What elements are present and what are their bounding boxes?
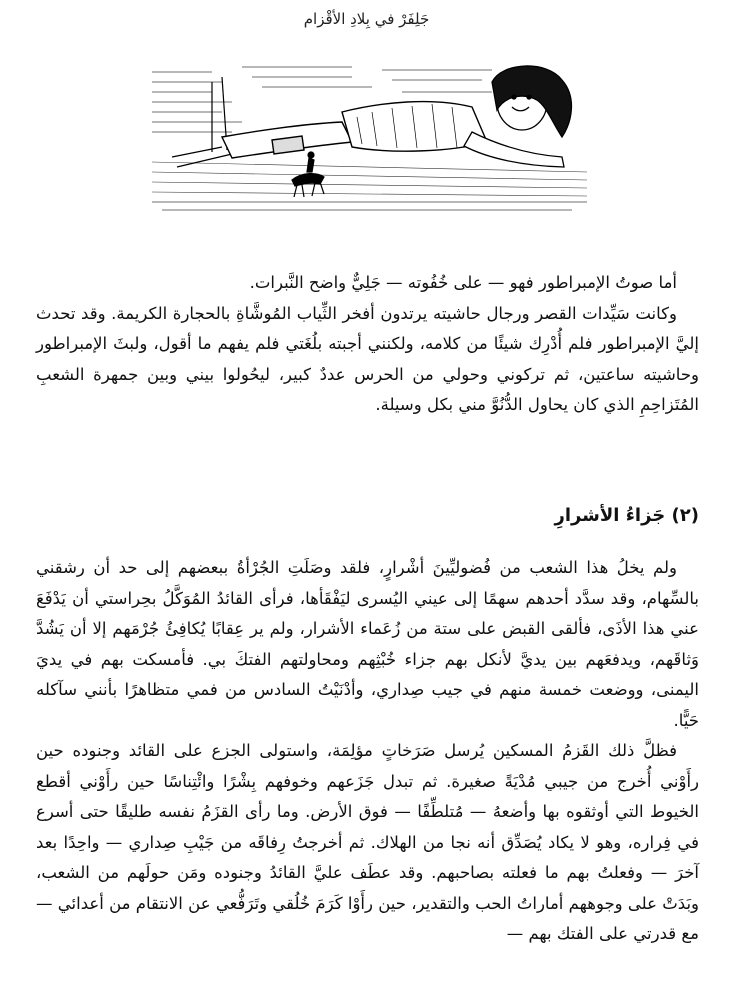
paragraph: ولم يخلُ هذا الشعب من فُضوليِّينَ أشْرارٍ، فلقد وصَلَتِ الجُرْأةُ ببعضهم إلى حد أن رشقني بالسِّهام، وقد سدَّد أحدهم سهمًا إلى عيني اليُسرى ليَفْقَأها، فرأى القائدُ المُوَكَّلُ بحِراستي أن يَدْفَعَ عني هذا الأذَى، فألقى القبض على ستة من زُعَماء الأشرار، ولم ير عِقابًا يُكافِئُ جُرْمَهم إلا أن يَشُدَّ وَثاقَهم، ويدفعَهم بين يديَّ لأنكل بهم جزاء خُبْثِهم ومحاولتهم الفتكَ بي. فأمسكت بهم في يديَ اليمنى، ووضعت خمسة منهم في جيب صِداري، وأدْنَيْتُ السادس من فمي متظاهرًا بأنني سآكله حَيًّا.	[36, 558, 699, 730]
paragraph: وكانت سَيِّدات القصر ورجال حاشيته يرتدون أفخر الثِّياب المُوشَّاةِ بالحجارة الكريمة. وقد تحدث إليَّ الإمبراطور فلم أُدْرِك شيئًا من كلامه، ولكنني أجبته بلُغَتي فلم يفهم ما أقول، ولبثَ الإمبراطور وحاشيته ساعتين، ثم تركوني وحولي من الحرس عددٌ كبير، ليحُولوا بيني وبين جمهرة الشعبِ المُتَزاحِمِ الذي كان يحاول الدُّنُوَّ مني بكل وسيلة.	[36, 303, 699, 414]
paragraph: أما صوتُ الإمبراطور فهو — على خُفُوته — جَلِيٌّ واضح النَّبرات.	[249, 273, 677, 292]
illustration-gulliver-lying	[152, 62, 587, 217]
text-block-lower	[36, 553, 699, 950]
paragraph: فظلَّ ذلك القَزمُ المسكين يُرسل صَرَخاتٍ مؤلِمَة، واستولى الجزع على القائد وجنوده حين رأَوْني أُخرج من جيبي مُدْيَةً صغيرة. ثم تبدل جَزَعهم وخوفهم بِشْرًا وائْتِناسًا حين رأَوْني أقطع الخيوط التي أوثقوه بها وأضعهُ — مُتلطِّفًا — فوق الأرض. وما رأى القزَمُ نفسه طليقًا حتى أسرع في فِراره، وهو لا يكاد يُصَدِّق أنه نجا من الهلاك. ثم أخرجتُ رِفاقَه من جَيْبِ صِداري — واحِدًا بعد آخرَ — وفعلتُ بهم ما فعلته بصاحبهم. وقد عطَف عليَّ القائدُ وجنوده ومَن حولَهم من الشعب، وبَدَتْ على وجوههم أماراتُ الحب والتقدير، حين رأَوْا كَرَمَ خُلُقي وتَرَفُّعي عن الانتقام من أعدائي — مع قدرتي على الفتك بهم —	[36, 741, 699, 943]
section-heading: (٢) جَزاءُ الأشرارِ	[554, 505, 699, 526]
running-head: جَلِفَرْ في بِلادِ الأقْزام	[303, 10, 430, 28]
text-block-upper	[36, 268, 699, 421]
